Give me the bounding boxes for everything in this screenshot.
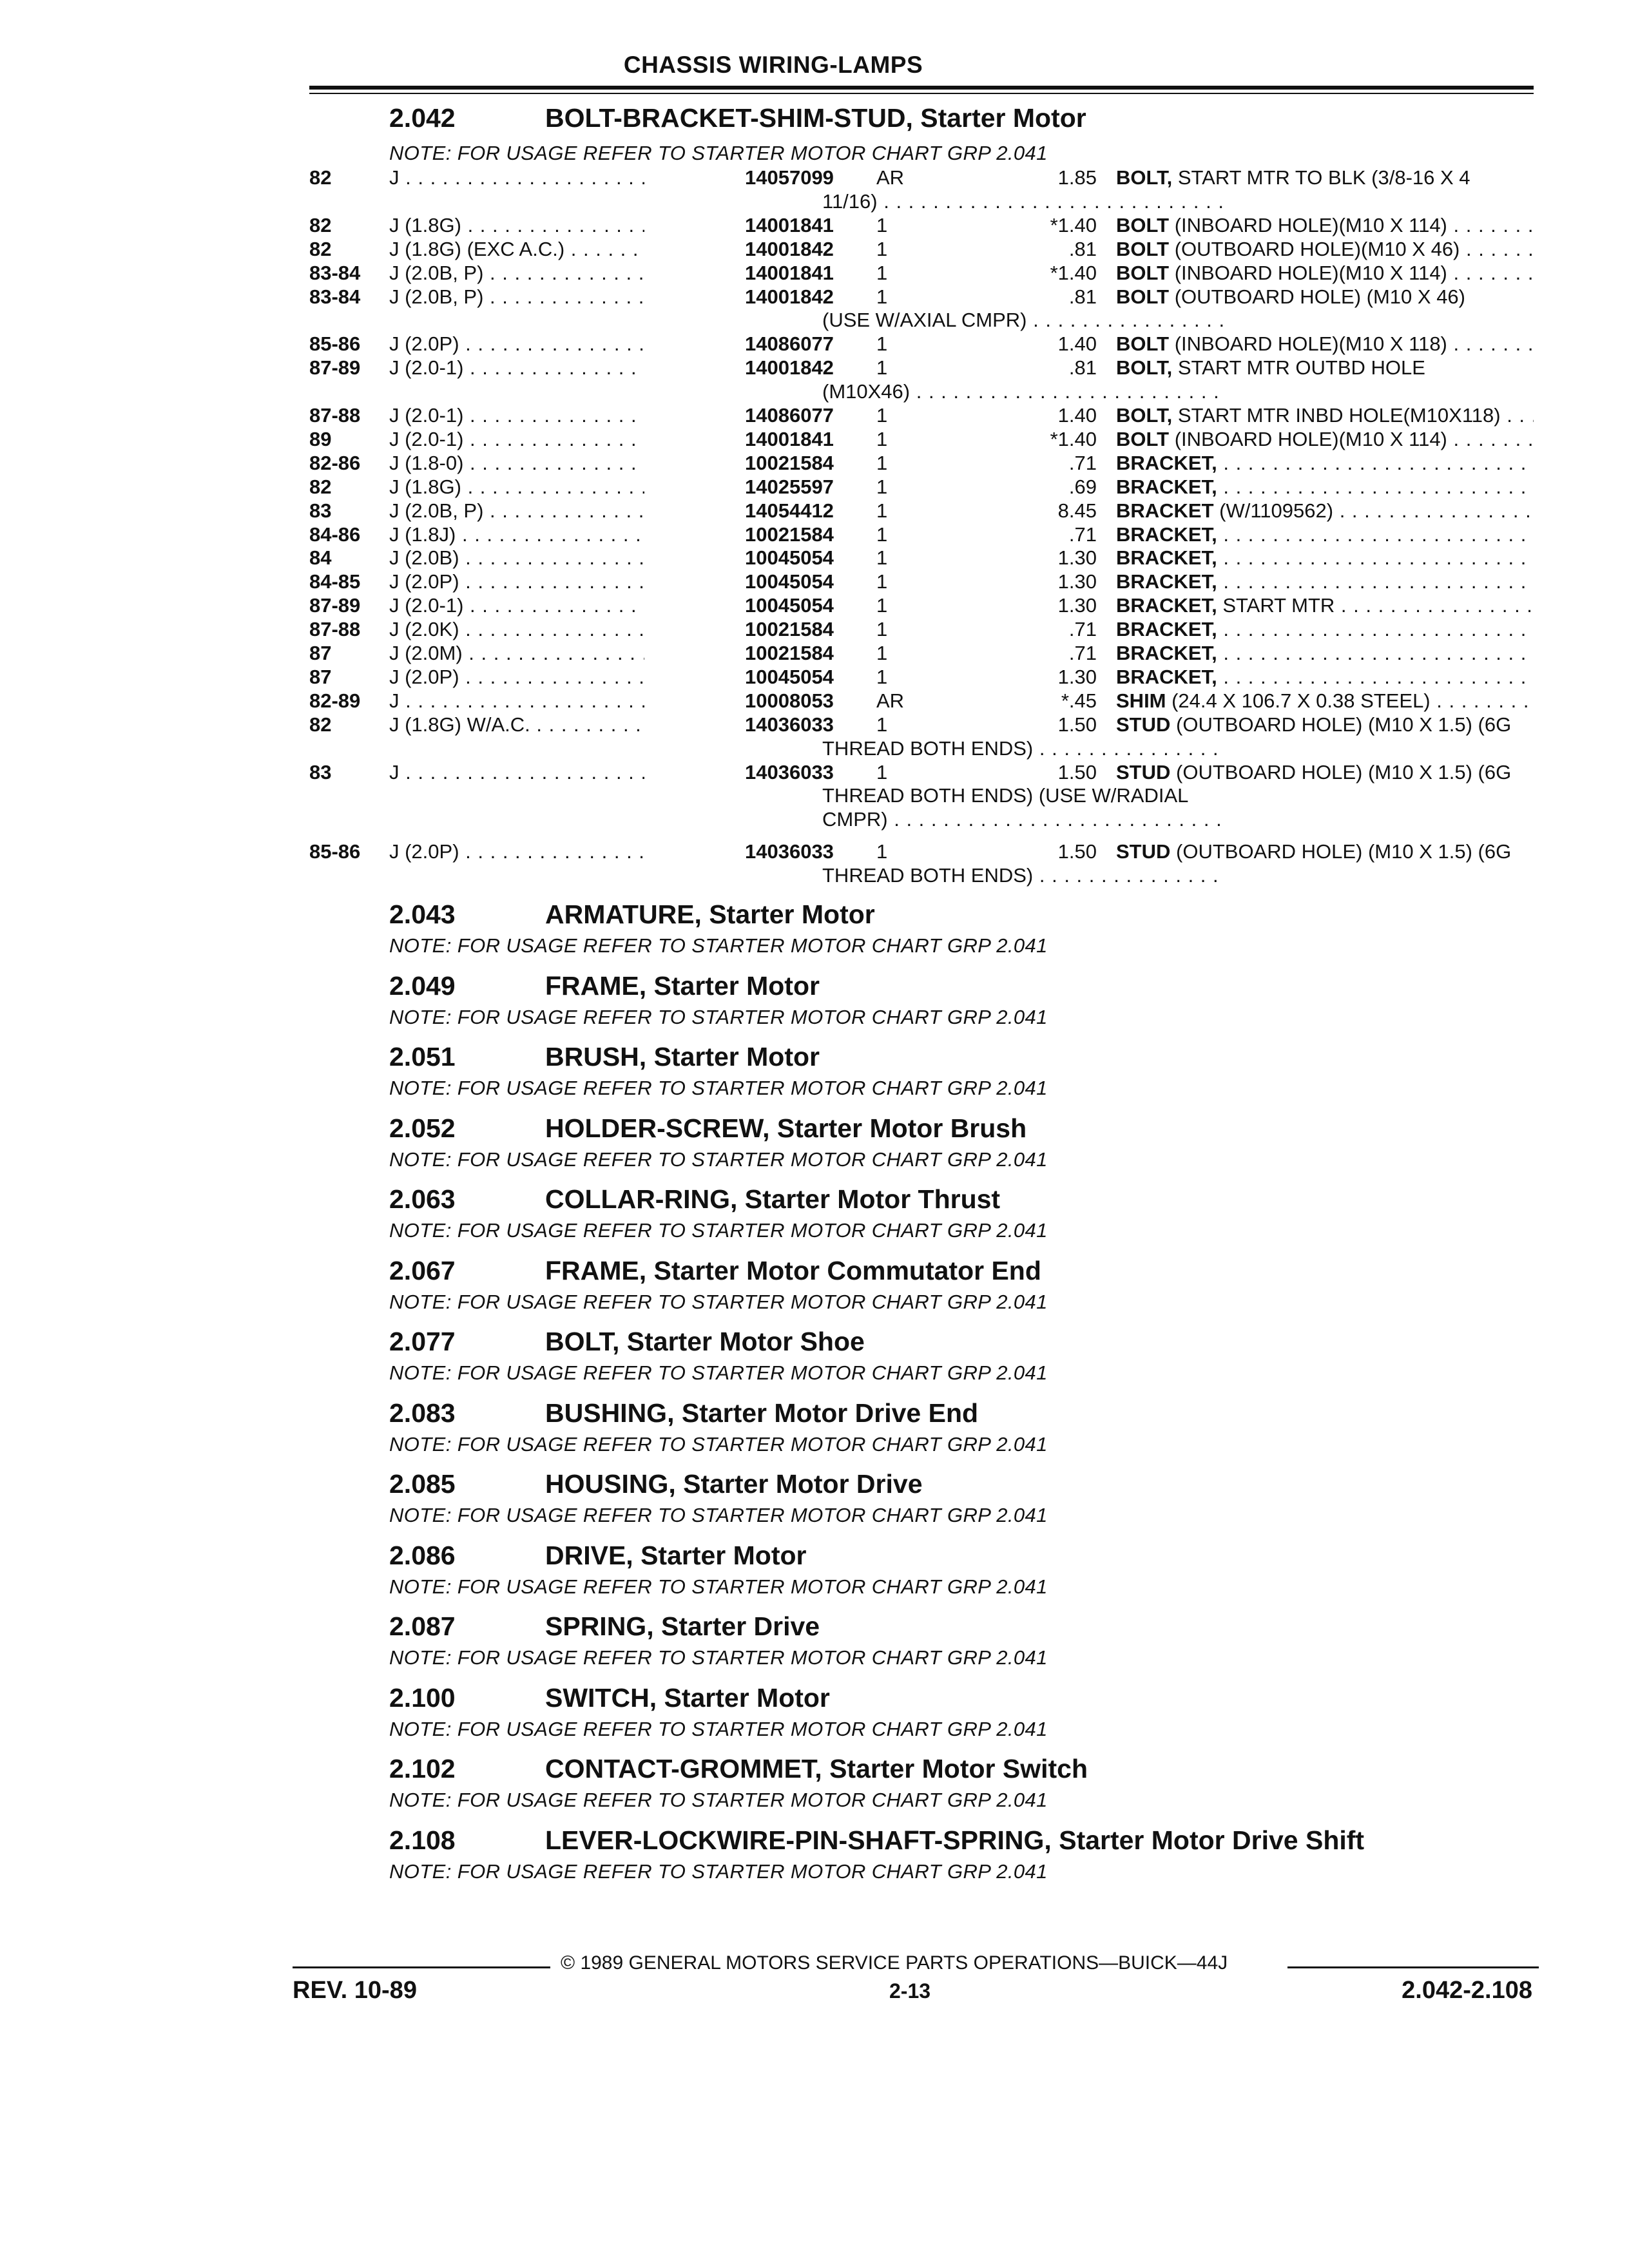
row-quantity: AR	[876, 689, 905, 712]
section-title: FRAME, Starter Motor	[545, 970, 820, 1001]
table-row	[309, 452, 1534, 475]
row-quantity: AR	[876, 166, 905, 189]
row-quantity: 1	[876, 570, 888, 593]
row-price: 1.30	[1057, 594, 1097, 617]
section-title: HOUSING, Starter Motor Drive	[545, 1469, 923, 1499]
table-row	[309, 476, 1534, 499]
row-part-number: 10008053	[745, 689, 834, 712]
row-part-name: BRACKET,	[1116, 618, 1217, 641]
table-row	[309, 594, 1534, 617]
row-description	[1116, 404, 1534, 427]
row-part-detail: (24.4 X 106.7 X 0.38 STEEL) . . .	[1166, 689, 1534, 712]
table-row	[309, 356, 1534, 380]
row-description	[1116, 642, 1534, 665]
row-description	[1116, 285, 1534, 309]
row-model: J . . .	[389, 689, 644, 713]
row-years: 85-86	[309, 840, 361, 863]
row-price: *1.40	[1050, 261, 1097, 284]
row-price: .81	[1068, 237, 1097, 260]
row-continuation-text: THREAD BOTH ENDS) (USE W/RADIAL	[822, 784, 1189, 807]
row-description	[1116, 546, 1534, 570]
row-price: *1.40	[1050, 213, 1097, 236]
row-part-number: 14086077	[745, 404, 834, 427]
row-years: 83-84	[309, 285, 361, 308]
table-row	[309, 523, 1534, 546]
row-description	[1116, 761, 1534, 784]
row-quantity: 1	[876, 237, 888, 260]
row-part-name: BRACKET,	[1116, 546, 1217, 570]
row-part-name: BRACKET,	[1116, 451, 1217, 474]
row-model: J (1.8G) . . .	[389, 214, 644, 237]
section-title: ARMATURE, Starter Motor	[545, 899, 875, 929]
row-description	[1116, 166, 1534, 189]
section-number: 2.108	[389, 1825, 456, 1855]
row-price: 1.50	[1057, 840, 1097, 863]
row-years: 85-86	[309, 332, 361, 356]
section-number: 2.085	[389, 1469, 456, 1499]
row-years: 84-86	[309, 523, 361, 546]
row-part-detail: (INBOARD HOLE)(M10 X 114) . . .	[1169, 428, 1534, 450]
row-price: .81	[1068, 285, 1097, 308]
section-title: BOLT-BRACKET-SHIM-STUD, Starter Motor	[545, 103, 1086, 133]
row-years: 82	[309, 475, 332, 498]
row-model: J (2.0B) . . .	[389, 546, 644, 570]
section-heading	[389, 971, 820, 1001]
section-note: NOTE: FOR USAGE REFER TO STARTER MOTOR CHART GRP 2.041	[389, 1290, 1048, 1313]
row-years: 87-89	[309, 356, 361, 380]
row-part-number: 14001841	[745, 261, 834, 284]
section-number: 2.043	[389, 899, 456, 929]
row-part-name: STUD	[1116, 760, 1171, 783]
table-row	[309, 166, 1534, 189]
row-continuation-text: 11/16) . . .	[822, 190, 1224, 213]
row-part-name: BOLT,	[1116, 404, 1173, 427]
section-number: 2.052	[389, 1113, 456, 1143]
row-model: J (2.0B, P) . . .	[389, 285, 644, 309]
section-note: NOTE: FOR USAGE REFER TO STARTER MOTOR CHART GRP 2.041	[389, 1575, 1048, 1598]
section-number: 2.077	[389, 1327, 456, 1356]
table-row	[309, 618, 1534, 641]
row-description	[1116, 618, 1534, 641]
section-note: NOTE: FOR USAGE REFER TO STARTER MOTOR CHART GRP 2.041	[389, 1646, 1048, 1669]
row-price: .81	[1068, 356, 1097, 380]
row-model: J (2.0-1) . . .	[389, 356, 644, 380]
row-part-name: BRACKET,	[1116, 570, 1217, 593]
section-heading	[389, 1754, 1088, 1784]
section-title: SWITCH, Starter Motor	[545, 1682, 830, 1713]
row-description	[1116, 713, 1534, 736]
section-heading	[389, 1184, 1000, 1215]
row-price: *.45	[1061, 689, 1097, 712]
section-number: 2.100	[389, 1682, 456, 1713]
row-quantity: 1	[876, 594, 888, 617]
row-quantity: 1	[876, 451, 888, 474]
footer-rule-left	[293, 1966, 550, 1968]
row-description	[1116, 840, 1534, 863]
section-note: NOTE: FOR USAGE REFER TO STARTER MOTOR CHART GRP 2.041	[389, 1361, 1048, 1384]
row-years: 87-88	[309, 404, 361, 427]
section-heading	[389, 1398, 978, 1428]
row-model: J (2.0-1) . . .	[389, 594, 644, 617]
row-continuation	[822, 864, 1224, 887]
row-part-name: BRACKET,	[1116, 642, 1217, 664]
table-row	[309, 404, 1534, 427]
row-price: 1.30	[1057, 570, 1097, 593]
row-part-detail: START MTR . . .	[1217, 594, 1534, 617]
row-part-number: 10021584	[745, 451, 834, 474]
section-note: NOTE: FOR USAGE REFER TO STARTER MOTOR CHART GRP 2.041	[389, 1148, 1048, 1171]
row-price: .69	[1068, 475, 1097, 498]
footer-rule-right	[1287, 1966, 1539, 1968]
table-row	[309, 642, 1534, 665]
row-continuation-text: THREAD BOTH ENDS) . . .	[822, 737, 1224, 760]
row-model: J (1.8G) (EXC A.C.) . . .	[389, 238, 644, 261]
row-continuation-text: (M10X46) . . .	[822, 380, 1224, 403]
row-part-number: 14001842	[745, 356, 834, 380]
row-part-detail: (OUTBOARD HOLE) (M10 X 1.5) (6G	[1170, 713, 1512, 736]
table-row	[309, 332, 1534, 356]
section-number: 2.042	[389, 103, 456, 133]
section-heading	[389, 899, 875, 930]
table-row	[309, 499, 1534, 523]
header-rule	[309, 86, 1534, 90]
row-part-detail: (OUTBOARD HOLE) (M10 X 46)	[1169, 285, 1465, 308]
header-rule-thin	[309, 93, 1534, 94]
row-part-name: BOLT	[1116, 332, 1170, 356]
row-description	[1116, 214, 1534, 237]
table-row	[309, 238, 1534, 261]
row-price: .71	[1068, 523, 1097, 546]
section-note: NOTE: FOR USAGE REFER TO STARTER MOTOR CHART GRP 2.041	[389, 1005, 1048, 1028]
section-heading	[389, 1256, 1041, 1286]
row-quantity: 1	[876, 642, 888, 664]
section-title: HOLDER-SCREW, Starter Motor Brush	[545, 1113, 1027, 1143]
row-part-detail: (W/1109562) . . .	[1214, 499, 1534, 522]
row-model: J (2.0P) . . .	[389, 332, 644, 356]
table-row	[309, 428, 1534, 451]
section-heading	[389, 1611, 820, 1642]
section-note: NOTE: FOR USAGE REFER TO STARTER MOTOR CHART GRP 2.041	[389, 1504, 1048, 1526]
section-number: 2.083	[389, 1398, 456, 1428]
table-row	[309, 666, 1534, 689]
section-title: SPRING, Starter Drive	[545, 1611, 820, 1641]
row-years: 82	[309, 213, 332, 236]
row-part-number: 10045054	[745, 665, 834, 688]
section-title: COLLAR-RING, Starter Motor Thrust	[545, 1184, 1001, 1214]
row-description	[1116, 238, 1534, 261]
row-part-number: 14001842	[745, 285, 834, 308]
table-row	[309, 214, 1534, 237]
row-part-detail: START MTR INBD HOLE(M10X118) . . .	[1172, 404, 1534, 427]
row-price: 1.40	[1057, 404, 1097, 427]
section-heading	[389, 1113, 1027, 1144]
section-heading	[389, 1683, 830, 1713]
row-part-number: 14054412	[745, 499, 834, 522]
section-note: NOTE: FOR USAGE REFER TO STARTER MOTOR CHART GRP 2.041	[389, 1077, 1048, 1099]
row-years: 82-86	[309, 451, 361, 474]
row-model: J (1.8G) W/A.C. . . .	[389, 713, 644, 736]
row-years: 83	[309, 499, 332, 522]
row-part-number: 10045054	[745, 594, 834, 617]
row-continuation	[822, 380, 1224, 403]
section-title: LEVER-LOCKWIRE-PIN-SHAFT-SPRING, Starter Motor Drive Shift	[545, 1825, 1365, 1855]
row-part-number: 14025597	[745, 475, 834, 498]
row-years: 87-89	[309, 594, 361, 617]
table-row	[309, 285, 1534, 309]
row-part-detail	[1217, 476, 1534, 498]
section-title: BOLT, Starter Motor Shoe	[545, 1327, 865, 1356]
row-quantity: 1	[876, 760, 888, 783]
row-part-detail: (OUTBOARD HOLE) (M10 X 1.5) (6G	[1170, 840, 1512, 863]
section-number: 2.102	[389, 1754, 456, 1783]
section-number: 2.087	[389, 1611, 456, 1641]
section-heading	[389, 1469, 923, 1499]
row-continuation	[822, 737, 1224, 760]
section-note: NOTE: FOR USAGE REFER TO STARTER MOTOR CHART GRP 2.041	[389, 142, 1048, 164]
row-part-name: BRACKET,	[1116, 665, 1217, 688]
row-price: 1.50	[1057, 760, 1097, 783]
row-part-name: SHIM	[1116, 689, 1166, 712]
row-continuation	[822, 190, 1224, 213]
row-part-name: BOLT,	[1116, 166, 1173, 189]
row-years: 87	[309, 665, 332, 688]
row-part-number: 10045054	[745, 570, 834, 593]
row-part-number: 14086077	[745, 332, 834, 356]
row-part-name: STUD	[1116, 713, 1171, 736]
section-number: 2.067	[389, 1255, 456, 1285]
row-years: 83-84	[309, 261, 361, 284]
row-quantity: 1	[876, 356, 888, 380]
row-part-detail	[1217, 546, 1534, 569]
row-part-number: 14001842	[745, 237, 834, 260]
row-model: J (1.8J) . . .	[389, 523, 644, 546]
row-quantity: 1	[876, 665, 888, 688]
row-model: J (2.0M) . . .	[389, 642, 644, 665]
row-quantity: 1	[876, 713, 888, 736]
row-price: .71	[1068, 618, 1097, 641]
row-part-detail	[1217, 666, 1534, 688]
row-years: 84	[309, 546, 332, 570]
row-part-detail: START MTR TO BLK (3/8-16 X 4	[1172, 166, 1470, 189]
row-quantity: 1	[876, 546, 888, 570]
row-description	[1116, 356, 1534, 380]
section-number: 2.063	[389, 1184, 456, 1214]
row-years: 83	[309, 760, 332, 783]
row-years: 82-89	[309, 689, 361, 712]
section-title: BUSHING, Starter Motor Drive End	[545, 1398, 979, 1428]
row-quantity: 1	[876, 618, 888, 641]
row-quantity: 1	[876, 840, 888, 863]
row-part-name: BOLT	[1116, 213, 1170, 236]
row-years: 82	[309, 713, 332, 736]
row-model: J (1.8G) . . .	[389, 476, 644, 499]
row-quantity: 1	[876, 499, 888, 522]
row-part-name: BRACKET,	[1116, 475, 1217, 498]
section-number: 2.049	[389, 970, 456, 1001]
row-model: J (2.0-1) . . .	[389, 404, 644, 427]
row-quantity: 1	[876, 261, 888, 284]
section-heading	[389, 1327, 865, 1357]
row-description	[1116, 262, 1534, 285]
section-note: NOTE: FOR USAGE REFER TO STARTER MOTOR CHART GRP 2.041	[389, 1432, 1048, 1456]
section-heading	[389, 1541, 807, 1571]
row-description	[1116, 594, 1534, 617]
row-price: *1.40	[1050, 427, 1097, 450]
row-continuation	[822, 784, 1224, 807]
row-price: 1.30	[1057, 665, 1097, 688]
row-price: 1.50	[1057, 713, 1097, 736]
row-part-number: 10021584	[745, 618, 834, 641]
row-part-number: 14036033	[745, 713, 834, 736]
row-model: J . . .	[389, 761, 644, 784]
row-quantity: 1	[876, 332, 888, 356]
footer-page-number: 2-13	[889, 1979, 931, 2003]
row-part-detail: (INBOARD HOLE)(M10 X 118) . . .	[1169, 332, 1534, 355]
row-part-name: BOLT	[1116, 427, 1170, 450]
row-quantity: 1	[876, 475, 888, 498]
row-price: .71	[1068, 642, 1097, 664]
row-years: 84-85	[309, 570, 361, 593]
row-part-detail: (OUTBOARD HOLE) (M10 X 1.5) (6G	[1170, 760, 1512, 783]
footer-revision: REV. 10-89	[293, 1977, 417, 2004]
footer-copyright: © 1989 GENERAL MOTORS SERVICE PARTS OPERATIONS—BUICK—44J	[561, 1952, 1228, 1974]
row-part-number: 10021584	[745, 642, 834, 664]
row-price: 1.85	[1057, 166, 1097, 189]
page-header-title: CHASSIS WIRING-LAMPS	[623, 52, 923, 78]
row-part-detail	[1217, 452, 1534, 474]
row-part-detail	[1217, 570, 1534, 593]
row-model: J (1.8-0) . . .	[389, 452, 644, 475]
row-continuation	[822, 309, 1224, 332]
row-quantity: 1	[876, 213, 888, 236]
row-part-detail: (OUTBOARD HOLE)(M10 X 46) . . .	[1169, 238, 1534, 260]
row-part-detail	[1217, 618, 1534, 640]
row-continuation-text: CMPR) . . .	[822, 808, 1224, 831]
row-years: 82	[309, 237, 332, 260]
row-price: 8.45	[1057, 499, 1097, 522]
table-row	[309, 761, 1534, 784]
section-title: CONTACT-GROMMET, Starter Motor Switch	[545, 1754, 1088, 1783]
row-description	[1116, 476, 1534, 499]
row-part-name: BRACKET,	[1116, 523, 1217, 546]
row-part-detail	[1217, 523, 1534, 546]
row-description	[1116, 332, 1534, 356]
table-row	[309, 262, 1534, 285]
row-price: 1.30	[1057, 546, 1097, 570]
row-part-detail: START MTR OUTBD HOLE	[1172, 356, 1425, 380]
row-part-name: STUD	[1116, 840, 1171, 863]
row-model: J (2.0-1) . . .	[389, 428, 644, 451]
row-continuation-text: THREAD BOTH ENDS) . . .	[822, 864, 1224, 887]
row-description	[1116, 689, 1534, 713]
row-part-number: 10045054	[745, 546, 834, 570]
row-part-number: 14036033	[745, 840, 834, 863]
row-price: 1.40	[1057, 332, 1097, 356]
section-number: 2.051	[389, 1042, 456, 1072]
table-row	[309, 840, 1534, 863]
row-quantity: 1	[876, 404, 888, 427]
row-part-detail: (INBOARD HOLE)(M10 X 114) . . .	[1169, 262, 1534, 284]
row-model: J (2.0B, P) . . .	[389, 499, 644, 523]
row-description	[1116, 499, 1534, 523]
row-part-number: 14057099	[745, 166, 834, 189]
row-model: J (2.0P) . . .	[389, 570, 644, 593]
row-part-name: BRACKET	[1116, 499, 1214, 522]
row-part-detail: (INBOARD HOLE)(M10 X 114) . . .	[1169, 214, 1534, 236]
section-heading	[389, 1825, 1364, 1856]
section-title: DRIVE, Starter Motor	[545, 1540, 807, 1570]
row-model: J . . .	[389, 166, 644, 189]
row-part-name: BOLT	[1116, 237, 1170, 260]
section-title: FRAME, Starter Motor Commutator End	[545, 1255, 1041, 1285]
row-continuation	[822, 808, 1224, 831]
row-years: 87	[309, 642, 332, 664]
table-row	[309, 546, 1534, 570]
section-note: NOTE: FOR USAGE REFER TO STARTER MOTOR CHART GRP 2.041	[389, 1789, 1048, 1811]
row-quantity: 1	[876, 523, 888, 546]
section-number: 2.086	[389, 1540, 456, 1570]
table-row	[309, 570, 1534, 593]
row-part-name: BOLT	[1116, 285, 1170, 308]
row-years: 89	[309, 427, 332, 450]
section-note: NOTE: FOR USAGE REFER TO STARTER MOTOR CHART GRP 2.041	[389, 934, 1048, 957]
row-price: .71	[1068, 451, 1097, 474]
row-model: J (2.0B, P) . . .	[389, 262, 644, 285]
table-row	[309, 713, 1534, 736]
section-title: BRUSH, Starter Motor	[545, 1042, 820, 1072]
row-model: J (2.0P) . . .	[389, 666, 644, 689]
table-row	[309, 689, 1534, 713]
row-part-number: 14036033	[745, 760, 834, 783]
row-model: J (2.0K) . . .	[389, 618, 644, 641]
row-part-name: BOLT,	[1116, 356, 1173, 380]
row-description	[1116, 570, 1534, 593]
row-part-number: 10021584	[745, 523, 834, 546]
row-part-name: BRACKET,	[1116, 594, 1217, 617]
row-years: 82	[309, 166, 332, 189]
footer-group-range: 2.042-2.108	[1402, 1977, 1532, 2004]
section-note: NOTE: FOR USAGE REFER TO STARTER MOTOR CHART GRP 2.041	[389, 1717, 1048, 1740]
section-note: NOTE: FOR USAGE REFER TO STARTER MOTOR CHART GRP 2.041	[389, 1860, 1048, 1883]
row-part-detail	[1217, 642, 1534, 664]
row-description	[1116, 428, 1534, 451]
row-quantity: 1	[876, 427, 888, 450]
section-note: NOTE: FOR USAGE REFER TO STARTER MOTOR CHART GRP 2.041	[389, 1219, 1048, 1242]
section-heading-2042	[389, 103, 1086, 133]
row-years: 87-88	[309, 618, 361, 641]
section-heading	[389, 1042, 820, 1072]
row-part-name: BOLT	[1116, 261, 1170, 284]
row-model: J (2.0P) . . .	[389, 840, 644, 863]
row-part-number: 14001841	[745, 213, 834, 236]
row-description	[1116, 666, 1534, 689]
row-description	[1116, 523, 1534, 546]
row-quantity: 1	[876, 285, 888, 308]
row-part-number: 14001841	[745, 427, 834, 450]
row-description	[1116, 452, 1534, 475]
row-continuation-text: (USE W/AXIAL CMPR) . . .	[822, 309, 1224, 331]
